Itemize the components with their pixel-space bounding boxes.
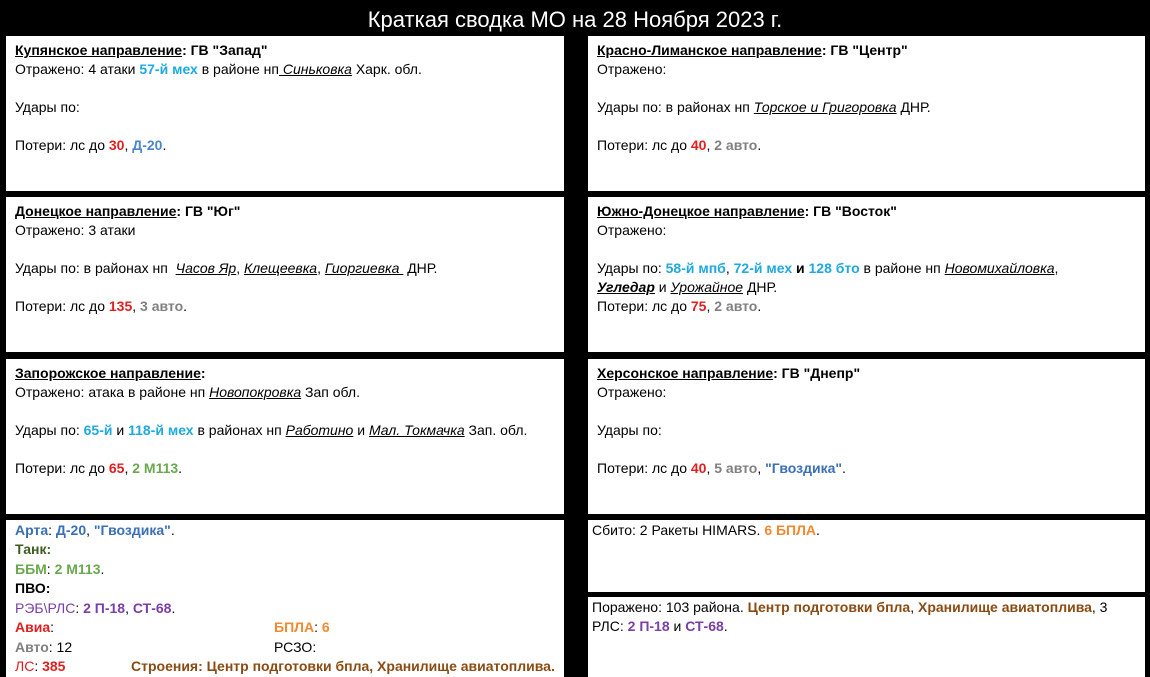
place-name: Урожайное bbox=[670, 279, 744, 295]
group-name: : ГВ "Днепр" bbox=[773, 365, 861, 381]
group-name: : ГВ "Восток" bbox=[804, 203, 897, 219]
summary-ls: ЛС: 385 bbox=[15, 658, 66, 674]
shot-down-line: Сбито: 2 Ракеты HIMARS. 6 БПЛА. bbox=[592, 522, 820, 538]
loss-vehicles: 5 авто bbox=[714, 460, 758, 476]
krasny-liman-losses: Потери: лс до 40, 2 авто. bbox=[597, 137, 762, 153]
destroyed-rls-line: РЛС: 2 П-18 и СТ-68. bbox=[592, 618, 728, 634]
in-area-text: в районе нп bbox=[201, 61, 279, 77]
summary-bpla: БПЛА: 6 bbox=[274, 619, 330, 635]
destroyed-line: Поражено: 103 района. Центр подготовки бпла, Хранилище авиатоплива, 3 bbox=[592, 599, 1108, 615]
repelled-text: Отражено: 4 атаки bbox=[15, 61, 136, 77]
region-name: ДНР. bbox=[746, 279, 778, 295]
panel-kherson bbox=[588, 359, 1145, 514]
krasny-liman-header bbox=[597, 41, 1136, 60]
direction-name: Купянское направление bbox=[15, 42, 183, 58]
repelled-line: Отражено: bbox=[597, 384, 667, 400]
loss-vehicles: 2 авто bbox=[714, 298, 758, 314]
arta-label: Арта bbox=[15, 522, 49, 538]
summary-arta: Арта: Д-20, "Гвоздика". bbox=[15, 522, 175, 538]
summary-pvo: ПВО: bbox=[15, 580, 51, 596]
group-name: : ГВ "Центр" bbox=[821, 42, 908, 58]
zaporozhye-losses: Потери: лс до 65, 2 М113. bbox=[15, 460, 183, 476]
direction-name: Донецкое направление bbox=[15, 203, 177, 219]
region-name: Зап. обл. bbox=[468, 422, 528, 438]
unit-name: 72-й мех bbox=[733, 260, 793, 276]
south-donetsk-strikes: Удары по: 58-й мпб, 72-й мех и 128 бто в районе нп Новомихайловка, bbox=[597, 260, 1059, 276]
direction-name: Красно-Лиманское направление bbox=[597, 42, 822, 58]
summary-rszo: РСЗО: bbox=[274, 639, 317, 655]
place-name: Новомихайловка bbox=[944, 260, 1055, 276]
region-name: Зап обл. bbox=[305, 384, 360, 400]
repelled-line: Отражено: bbox=[597, 61, 667, 77]
group-name: : ГВ "Запад" bbox=[182, 42, 268, 58]
krasny-liman-strikes: Удары по: в районах нп Торское и Григоровка ДНР. bbox=[597, 99, 931, 115]
loss-personnel: 65 bbox=[108, 460, 125, 476]
region-name: ДНР. bbox=[900, 99, 931, 115]
strikes-line: Удары по: bbox=[597, 422, 662, 438]
panel-summary bbox=[6, 520, 564, 677]
zaporozhye-repelled: Отражено: атака в районе нп Новопокровка Зап обл. bbox=[15, 384, 360, 400]
direction-name: Запорожское направление bbox=[15, 365, 201, 381]
unit-name: 57-й мех bbox=[139, 61, 198, 77]
loss-equipment: "Гвоздика" bbox=[765, 460, 843, 476]
direction-name: Южно-Донецкое направление bbox=[597, 203, 805, 219]
donetsk-strikes: Удары по: в районах нп Часов Яр, Клещеевка, Гиоргиевка ДНР. bbox=[15, 260, 438, 276]
strikes-line: Удары по: bbox=[15, 99, 80, 115]
place-name: Угледар bbox=[597, 279, 655, 295]
south-donetsk-strikes-cont: Угледар и Урожайное ДНР. bbox=[597, 279, 778, 295]
panel-shot-down bbox=[588, 520, 1145, 592]
south-donetsk-losses: Потери: лс до 75, 2 авто. bbox=[597, 298, 762, 314]
place-name: Работино bbox=[285, 422, 354, 438]
zaporozhye-header: Запорожское направление: bbox=[15, 365, 206, 381]
south-donetsk-header bbox=[597, 202, 1136, 221]
donetsk-header bbox=[15, 202, 555, 221]
loss-equipment: Д-20 bbox=[132, 137, 163, 153]
panel-kupyansk bbox=[6, 36, 564, 191]
panel-south-donetsk bbox=[588, 197, 1145, 352]
kupyansk-repelled bbox=[15, 60, 555, 79]
panel-destroyed bbox=[588, 597, 1145, 677]
place-name: Клещеевка bbox=[243, 260, 318, 276]
place-name: Мал. Токмачка bbox=[368, 422, 465, 438]
unit-name: 65-й bbox=[83, 422, 113, 438]
place-name: Синьковка bbox=[278, 61, 352, 77]
kherson-losses: Потери: лс до 40, 5 авто, "Гвоздика". bbox=[597, 460, 846, 476]
summary-bbm: ББМ: 2 М113. bbox=[15, 561, 105, 577]
repelled-line: Отражено: 3 атаки bbox=[15, 222, 136, 238]
summary-auto: Авто: 12 bbox=[15, 639, 73, 655]
page-title: Краткая сводка МО на 28 Ноября 2023 г. bbox=[367, 7, 783, 32]
loss-personnel: 135 bbox=[108, 298, 133, 314]
panel-zaporozhye bbox=[6, 359, 564, 514]
kupyansk-header bbox=[15, 41, 555, 60]
kherson-header bbox=[597, 364, 1136, 383]
direction-name: Херсонское направление bbox=[597, 365, 774, 381]
kupyansk-losses: Потери: лс до 30, Д-20. bbox=[15, 137, 167, 153]
panel-krasny-liman bbox=[588, 36, 1145, 191]
place-name: Часов Яр bbox=[175, 260, 237, 276]
loss-vehicles: 3 авто bbox=[140, 298, 184, 314]
region-name: ДНР. bbox=[407, 260, 438, 276]
loss-personnel: 75 bbox=[690, 298, 707, 314]
repelled-line: Отражено: bbox=[597, 222, 667, 238]
group-name: : ГВ "Юг" bbox=[176, 203, 241, 219]
summary-tank: Танк: bbox=[15, 541, 52, 557]
loss-personnel: 30 bbox=[108, 137, 125, 153]
place-name: Торское и Григоровка bbox=[753, 99, 897, 115]
loss-equipment: 2 М113 bbox=[132, 460, 179, 476]
zaporozhye-strikes: Удары по: 65-й и 118-й мех в районах нп Работино и Мал. Токмачка Зап. обл. bbox=[15, 422, 528, 438]
loss-personnel: 40 bbox=[690, 137, 707, 153]
region-name: Харк. обл. bbox=[355, 61, 422, 77]
place-name: Гиоргиевка bbox=[324, 260, 404, 276]
unit-name: 118-й мех bbox=[128, 422, 194, 438]
place-name: Новопокровка bbox=[209, 384, 302, 400]
summary-avia: Авиа: bbox=[15, 619, 54, 635]
summary-reb: РЭБ\РЛС: 2 П-18, СТ-68. bbox=[15, 600, 176, 616]
summary-buildings: Строения: Центр подготовки бпла, Хранилище авиатоплива. bbox=[131, 658, 555, 674]
loss-personnel: 40 bbox=[690, 460, 707, 476]
donetsk-losses: Потери: лс до 135, 3 авто. bbox=[15, 298, 188, 314]
panel-donetsk bbox=[6, 197, 564, 352]
unit-name: 128 бто bbox=[808, 260, 860, 276]
unit-name: 58-й мпб bbox=[665, 260, 726, 276]
loss-vehicles: 2 авто bbox=[714, 137, 758, 153]
losses-text: Потери: лс до bbox=[15, 137, 105, 153]
